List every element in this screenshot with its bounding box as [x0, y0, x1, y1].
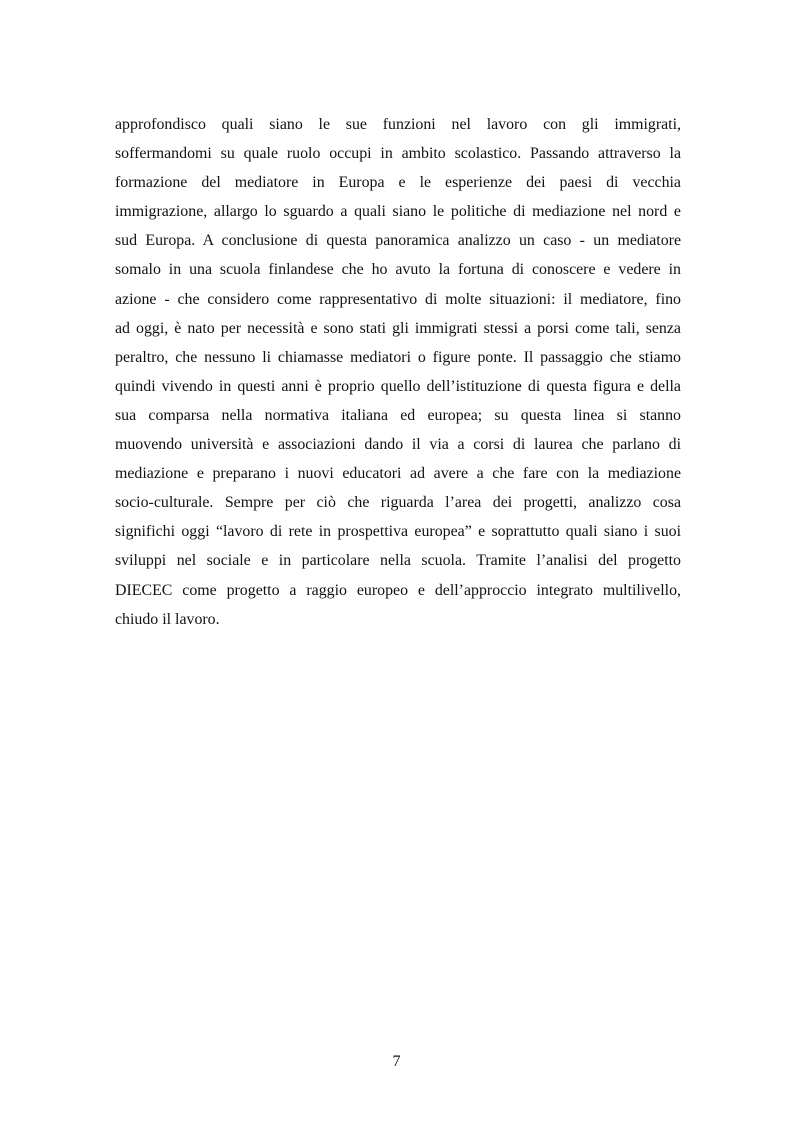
text-line: sua comparsa nella normativa italiana ed europea; su questa linea si stanno: [115, 406, 681, 424]
text-line: ad oggi, è nato per necessità e sono stati gli immigrati stessi a porsi come tali, senza: [115, 319, 681, 337]
text-line: mediazione e preparano i nuovi educatori ad avere a che fare con la mediazione: [115, 465, 681, 483]
text-line: significhi oggi “lavoro di rete in prospettiva europea” e soprattutto quali siano i suoi: [115, 523, 681, 541]
text-line: chiudo il lavoro.: [115, 610, 220, 628]
text-line: formazione del mediatore in Europa e le esperienze dei paesi di vecchia: [115, 174, 681, 192]
text-line: DIECEC come progetto a raggio europeo e dell’approccio integrato multilivello,: [115, 581, 681, 599]
body-paragraph: [115, 110, 681, 634]
text-line: azione - che considero come rappresentativo di molte situazioni: il mediatore, fino: [115, 290, 681, 308]
text-line: quindi vivendo in questi anni è proprio quello dell’istituzione di questa figura e della: [115, 377, 681, 395]
text-line: sviluppi nel sociale e in particolare nella scuola. Tramite l’analisi del progetto: [115, 552, 681, 570]
text-line: immigrazione, allargo lo sguardo a quali siano le politiche di mediazione nel nord e: [115, 203, 681, 221]
text-line: socio-culturale. Sempre per ciò che riguarda l’area dei progetti, analizzo cosa: [115, 494, 681, 512]
text-line: somalo in una scuola finlandese che ho avuto la fortuna di conoscere e vedere in: [115, 261, 681, 279]
text-line: peraltro, che nessuno li chiamasse mediatori o figure ponte. Il passaggio che stiamo: [115, 348, 681, 366]
text-line: soffermandomi su quale ruolo occupi in ambito scolastico. Passando attraverso la: [115, 145, 681, 163]
page-number: 7: [392, 1053, 401, 1070]
text-line: muovendo università e associazioni dando il via a corsi di laurea che parlano di: [115, 436, 681, 454]
text-line: sud Europa. A conclusione di questa panoramica analizzo un caso - un mediatore: [115, 232, 681, 250]
text-line: approfondisco quali siano le sue funzioni nel lavoro con gli immigrati,: [115, 116, 681, 133]
